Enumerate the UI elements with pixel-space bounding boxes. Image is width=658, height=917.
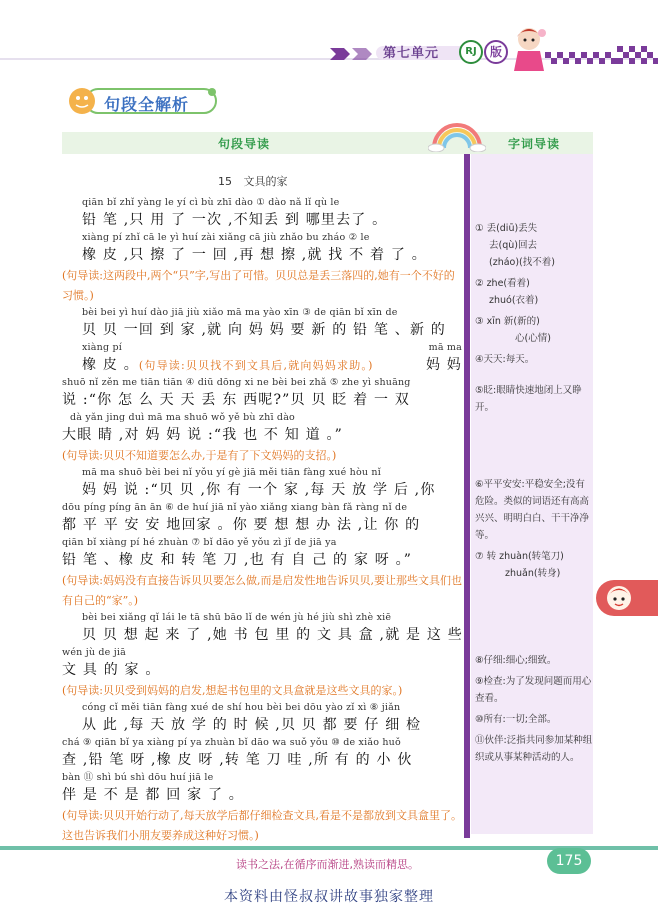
sentence-guide: (句导读:贝贝找不到文具后,就向妈妈求助。)	[138, 359, 374, 372]
note-text: zhuǎn(转身)	[505, 568, 561, 579]
pinyin-line: dōu píng píng ān ān ⑥ de huí jiā nǐ yào xiǎng xiang bàn fǎ ràng nǐ de	[62, 502, 408, 513]
note-text: (zháo)(找不着)	[489, 257, 555, 268]
pinyin-line: qiān bǐ xiàng pí hé zhuàn ⑦ bǐ dāo yě yǒu zì jǐ de jiā ya	[62, 537, 337, 548]
pinyin-line: mā ma shuō bèi bei nǐ yǒu yí gè jiā měi tiān fàng xué hòu nǐ	[82, 467, 381, 478]
text-line: 说 :“你 怎 么 天 天 丢 东 西呢?”贝 贝 眨 着 一 双	[62, 392, 410, 408]
pinyin-line: bèi bei xiǎng qǐ lái le tā shū bāo lǐ de wén jù hé jiù shì zhè xiē	[82, 612, 392, 623]
pinyin-line: cóng cǐ měi tiān fàng xué de shí hou bèi bei dōu yào zǐ xì ⑧ jiǎn	[82, 702, 401, 713]
note-marker: ①	[475, 223, 484, 234]
note-2	[475, 275, 593, 309]
note-9: ⑨检查:为了发现问题而用心查看。	[475, 676, 592, 704]
pinyin-line: qiān bǐ zhǐ yàng le yí cì bù zhī dào ① dào nǎ lǐ qù le	[82, 197, 340, 208]
pinyin-line: bàn ⑪ shì bú shì dōu huí jiā le	[62, 772, 214, 783]
note-1	[475, 220, 593, 271]
text-line: 妈 妈 说 :“贝 贝 ,你 有 一个 家 ,每 天 放 学 后 ,你	[82, 482, 436, 498]
note-11: ⑪伙伴:泛指共同参加某种组织或从事某种活动的人。	[475, 735, 593, 763]
text-line: 伴 是 不 是 都 回 家 了 。	[62, 787, 245, 803]
text-line: 铅 笔 ,只 用 了 一次 ,不知丢 到 哪里去了 。	[82, 212, 388, 228]
note-text: 丢(diū)丢失	[486, 223, 538, 234]
note-text: zhuàn(转笔刀)	[499, 551, 564, 562]
story-title	[218, 173, 288, 189]
footer-motto: 读书之法,在循序而渐进,熟读而精思。	[236, 858, 419, 871]
story-body	[62, 196, 463, 847]
text-line: 查 ,铅 笔 呀 ,橡 皮 呀 ,转 笔 刀 哇 ,所 有 的 小 伙	[62, 752, 413, 768]
vocab-heading: 字词导读	[508, 137, 561, 151]
sentence-guide: (句导读:妈妈没有直接告诉贝贝要怎么做,而是启发性地告诉贝贝,要让那些文具们也有自己的“家”。)	[62, 574, 462, 607]
note-text: xīn	[486, 316, 501, 327]
text-line: 大眼 睛 ,对 妈 妈 说 :“我 也 不 知 道 。”	[62, 427, 344, 443]
note-text: 转	[486, 551, 497, 562]
note-5: ⑤眨:眼睛快速地闭上又睁开。	[475, 385, 582, 413]
text-line	[82, 354, 462, 376]
note-4: ④天天:每天。	[475, 354, 535, 365]
rainbow-icon	[428, 120, 486, 152]
note-text: zhe(看着)	[486, 278, 530, 289]
text-line: 都 平 平 安 安 地回家 。你 要 想 想 办 法 ,让 你 的	[62, 517, 421, 533]
text-line: 贝 贝 一回 到 家 ,就 向 妈 妈 要 新 的 铅 笔 、新 的	[82, 322, 447, 338]
guide-heading: 句段导读	[218, 137, 271, 151]
girl-mascot-icon	[508, 25, 550, 73]
text-segment: 妈 妈	[425, 357, 462, 373]
note-8: ⑧仔细:细心;细致。	[475, 655, 557, 666]
cartoon-face-icon	[606, 585, 632, 611]
pinyin-line: shuō nǐ zěn me tiān tiān ④ diū dōng xi ne bèi bei zhǎ ⑤ zhe yì shuāng	[62, 377, 411, 388]
pinyin-line: xiàng pí zhǐ cā le yì huí zài xiǎng cā jiù zhǎo bu zháo ② le	[82, 232, 370, 243]
column-divider	[464, 154, 470, 838]
text-line: 从 此 ,每 天 放 学 的 时 候 ,贝 贝 都 要 仔 细 检	[82, 717, 422, 733]
unit-label: 第七单元	[383, 46, 440, 61]
pinyin-line: wén jù de jiā	[62, 647, 126, 658]
edition-badge: 版	[484, 40, 508, 64]
pinyin-line: chá ⑨ qiān bǐ ya xiàng pí ya zhuàn bǐ dāo wa suǒ yǒu ⑩ de xiǎo huǒ	[62, 737, 401, 748]
rj-badge: RJ	[459, 40, 483, 64]
note-6: ⑥平平安安:平稳安全;没有危险。类似的词语还有高高兴兴、明明白白、干干净净等。	[475, 479, 590, 541]
checker-pattern	[545, 36, 658, 76]
pinyin-line	[82, 341, 462, 354]
story-title-text: 文具的家	[243, 175, 288, 188]
text-line: 贝 贝 想 起 来 了 ,她 书 包 里 的 文 具 盒 ,就 是 这 些	[82, 627, 463, 643]
pinyin-line: dà yǎn jing duì mā ma shuō wǒ yě bù zhī dào	[70, 412, 295, 423]
sentence-guide: (句导读:这两段中,两个“只”字,写出了可惜。贝贝总是丢三落四的,她有一个不好的习惯。)	[62, 269, 455, 302]
credit-line: 本资料由怪叔叔讲故事独家整理	[224, 889, 434, 905]
text-segment: 橡 皮 。	[82, 357, 139, 373]
note-marker: ③	[475, 316, 484, 327]
note-text: 新(新的)	[503, 316, 540, 327]
note-text: 心(心情)	[515, 333, 551, 344]
note-text: 去(qù)回去	[489, 240, 537, 251]
text-line: 铅 笔 、橡 皮 和 转 笔 刀 ,也 有 自 己 的 家 呀 。”	[62, 552, 413, 568]
note-text: zhuó(衣着)	[489, 295, 539, 306]
text-line: 橡 皮 ,只 擦 了 一 回 ,再 想 擦 ,就 找 不 着 了 。	[82, 247, 427, 263]
note-3	[475, 313, 593, 347]
sentence-guide: (句导读:贝贝不知道要怎么办,于是有了下文妈妈的支招。)	[62, 449, 337, 462]
pinyin-line: bèi bei yì huí dào jiā jiù xiǎo mā ma yào xīn ③ de qiān bǐ xīn de	[82, 307, 398, 318]
note-marker: ⑦	[475, 551, 484, 562]
text-line: 文 具 的 家 。	[62, 662, 161, 678]
note-7	[475, 548, 593, 582]
pinyin-segment: xiàng pí	[82, 342, 122, 353]
sentence-guide: (句导读:贝贝开始行动了,每天放学后都仔细检查文具,看是不是都放到文具盒里了。这也告诉我们小朋友要养成这种好习惯。)	[62, 806, 463, 847]
story-number: 15	[218, 175, 232, 188]
pinyin-segment: mā ma	[428, 342, 462, 353]
section-title: 句段全解析	[104, 95, 190, 114]
note-10: ⑩所有:一切;全部。	[475, 714, 557, 725]
note-marker: ②	[475, 278, 484, 289]
sentence-guide: (句导读:贝贝受到妈妈的启发,想起书包里的文具盒就是这些文具的家。)	[62, 684, 403, 697]
page-number: 175	[547, 848, 591, 874]
vocab-notes	[475, 220, 593, 770]
